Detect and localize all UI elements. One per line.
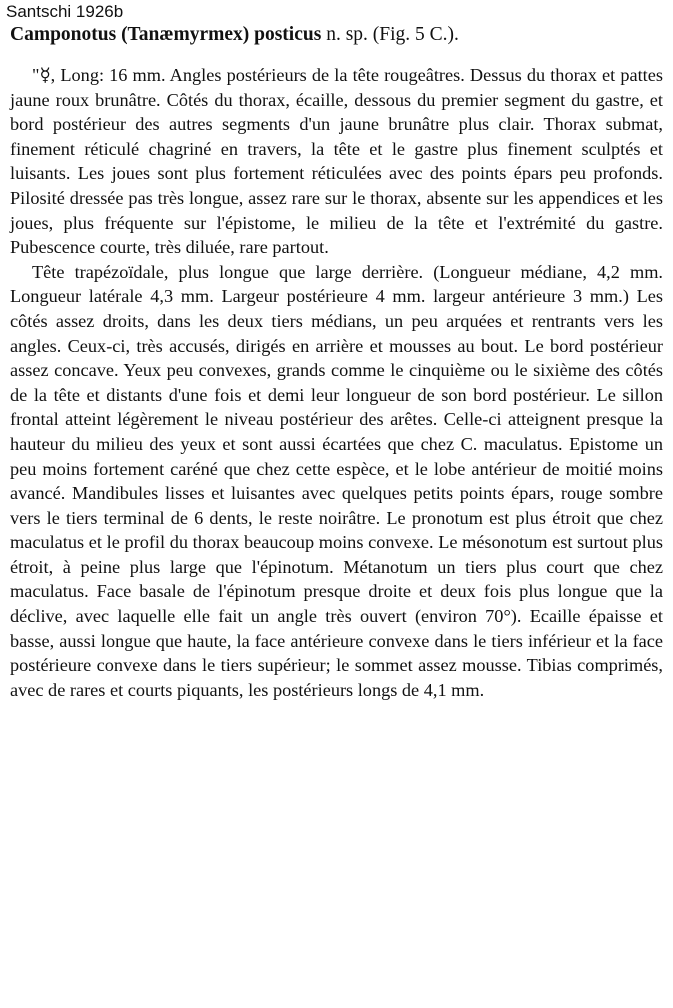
species-note: n. sp. (Fig. 5 C.).: [321, 24, 459, 45]
species-title: [10, 23, 663, 47]
description-paragraph-2: Tête trapézoïdale, plus longue que large derrière. (Longueur médiane, 4,2 mm. Longueur latérale 4,3 mm. Largeur postérieure 4 mm. largeur antérieure 3 mm.) Les côtés assez droits, dans les deux tiers médians, un peu arquées et rentrants vers les angles. Ceux-ci, très accusés, dirigés en arrière et mousses au bout. Le bord postérieur assez concave. Yeux peu convexes, grands comme le cinquième ou le sixième des côtés de la tête et distants d'une fois et demi leur longueur de son bord postérieur. Le sillon frontal atteint légèrement le niveau postérieur des arêtes. Celle-ci atteignent presque la hauteur du milieu des yeux et sont aussi écartées que chez C. maculatus. Epistome un peu moins fortement caréné que chez cette espèce, et le lobe antérieur de moitié moins avancé. Mandibules lisses et luisantes avec quelques petits points épars, rouge sombre vers le tiers terminal de 6 dents, le reste noirâtre. Le pronotum est plus étroit que chez maculatus et le profil du thorax beaucoup moins convexe. Le mésonotum est surtout plus étroit, à peine plus large que l'épinotum. Métanotum un tiers plus court que chez maculatus. Face basale de l'épinotum presque droite et deux fois plus longue que la déclive, avec laquelle elle fait un angle très ouvert (environ 70°). Ecaille épaisse et basse, aussi longue que haute, la face antérieure convexe dans le tiers inférieur et la face postérieure convexe dans le tiers supérieur; le sommet assez mousse. Tibias comprimés, avec de rares et courts piquants, les postérieurs longs de 4,1 mm.: [10, 261, 663, 700]
source-citation: Santschi 1926b: [6, 2, 124, 21]
species-name: Camponotus (Tanæmyrmex) posticus: [10, 24, 322, 45]
description-body: [10, 63, 663, 702]
description-paragraph-1: "☿, Long: 16 mm. Angles postérieurs de la tête rougeâtres. Dessus du thorax et pattes jaune roux brunâtre. Côtés du thorax, écaille, dessous du premier segment du gastre, et bord postérieur des autres segments d'un jaune brunâtre plus clair. Thorax submat, finement réticulé chagriné en travers, la tête et le gastre plus finement sculptés et luisants. Les joues sont plus fortement réticulées avec des points épars peu profonds. Pilosité dressée pas très longue, assez rare sur le thorax, absente sur les appendices et les joues, plus fréquente sur l'épistome, le milieu de la tête et l'extrémité du gastre. Pubescence courte, très diluée, rare partout.: [10, 65, 663, 258]
